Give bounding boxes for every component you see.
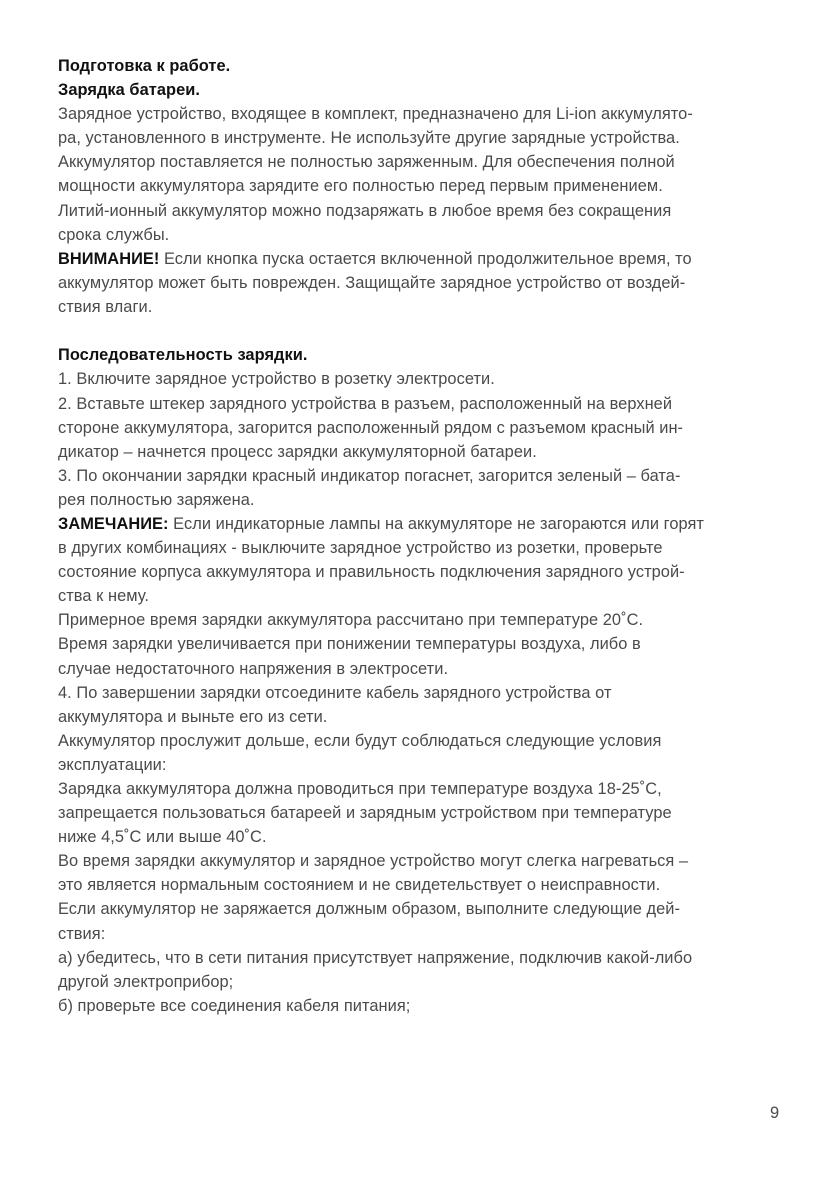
- text-line: а) убедитесь, что в сети питания присутствует напряжение, подключив какой-либо: [58, 948, 693, 967]
- text-line: 1. Включите зарядное устройство в розетку электросети.: [58, 370, 495, 389]
- text-line: Зарядка аккумулятора должна проводиться при температуре воздуха 18-25˚С,: [58, 780, 662, 799]
- text-line: Примерное время зарядки аккумулятора рассчитано при температуре 20˚С.: [58, 611, 644, 630]
- text-line: дикатор – начнется процесс зарядки аккумуляторной батареи.: [58, 442, 537, 461]
- warning-paragraph: [58, 247, 788, 319]
- text-line: другой электроприбор;: [58, 972, 234, 991]
- body-paragraph: [58, 608, 788, 1018]
- note-first-line: [58, 512, 788, 536]
- text-line: 2. Вставьте штекер зарядного устройства в разъем, расположенный на верхней: [58, 394, 673, 413]
- document-page: [58, 54, 788, 1018]
- text-line: аккумулятора и выньте его из сети.: [58, 707, 328, 726]
- warning-first-line: [58, 247, 788, 271]
- text-line: ствия:: [58, 924, 106, 943]
- text-line: рея полностью заряжена.: [58, 490, 255, 509]
- text-line: ства к нему.: [58, 587, 149, 606]
- intro-paragraph: [58, 102, 788, 247]
- text-line: запрещается пользоваться батареей и зарядным устройством при температуре: [58, 804, 672, 823]
- paragraph-gap: [58, 319, 788, 343]
- text-line: срока службы.: [58, 225, 170, 244]
- note-label: ЗАМЕЧАНИЕ:: [58, 514, 169, 533]
- warning-text: Если кнопка пуска остается включенной продолжительное время, то: [159, 249, 692, 268]
- text-line: Литий-ионный аккумулятор можно подзаряжать в любое время без сокращения: [58, 201, 672, 220]
- page-number: 9: [770, 1104, 780, 1122]
- note-text: Если индикаторные лампы на аккумуляторе не загораются или горят: [168, 514, 704, 533]
- sequence-title: Последовательность зарядки.: [58, 346, 308, 365]
- section-title: Подготовка к работе.: [58, 57, 231, 75]
- text-line: эксплуатации:: [58, 755, 167, 774]
- text-line: ствия влаги.: [58, 297, 153, 316]
- text-line: 4. По завершении зарядки отсоедините кабель зарядного устройства от: [58, 683, 612, 702]
- text-line: Если аккумулятор не заряжается должным образом, выполните следующие дей-: [58, 900, 680, 919]
- text-line: Во время зарядки аккумулятор и зарядное устройство могут слегка нагреваться –: [58, 852, 689, 871]
- warning-label: ВНИМАНИЕ!: [58, 249, 160, 268]
- text-line: ниже 4,5˚С или выше 40˚С.: [58, 828, 267, 847]
- text-line: ра, установленного в инструменте. Не используйте другие зарядные устройства.: [58, 129, 680, 148]
- text-line: аккумулятор может быть поврежден. Защищайте зарядное устройство от воздей-: [58, 273, 686, 292]
- steps-paragraph: [58, 367, 788, 512]
- text-line: стороне аккумулятора, загорится расположенный рядом с разъемом красный ин-: [58, 418, 684, 437]
- text-line: б) проверьте все соединения кабеля питания;: [58, 996, 411, 1015]
- text-line: состояние корпуса аккумулятора и правильность подключения зарядного устрой-: [58, 563, 685, 582]
- text-line: мощности аккумулятора зарядите его полностью перед первым применением.: [58, 177, 663, 196]
- text-line: Зарядное устройство, входящее в комплект, предназначено для Li-ion аккумулято-: [58, 105, 693, 124]
- text-line: Время зарядки увеличивается при понижении температуры воздуха, либо в: [58, 635, 641, 654]
- subsection-title: Зарядка батареи.: [58, 81, 200, 100]
- text-line: Аккумулятор поставляется не полностью заряженным. Для обеспечения полной: [58, 153, 675, 172]
- note-paragraph: [58, 512, 788, 608]
- text-line: Аккумулятор прослужит дольше, если будут соблюдаться следующие условия: [58, 731, 662, 750]
- text-line: случае недостаточного напряжения в электросети.: [58, 659, 449, 678]
- text-line: это является нормальным состоянием и не свидетельствует о неисправности.: [58, 876, 661, 895]
- text-line: 3. По окончании зарядки красный индикатор погаснет, загорится зеленый – бата-: [58, 466, 681, 485]
- text-line: в других комбинациях - выключите зарядное устройство из розетки, проверьте: [58, 539, 663, 558]
